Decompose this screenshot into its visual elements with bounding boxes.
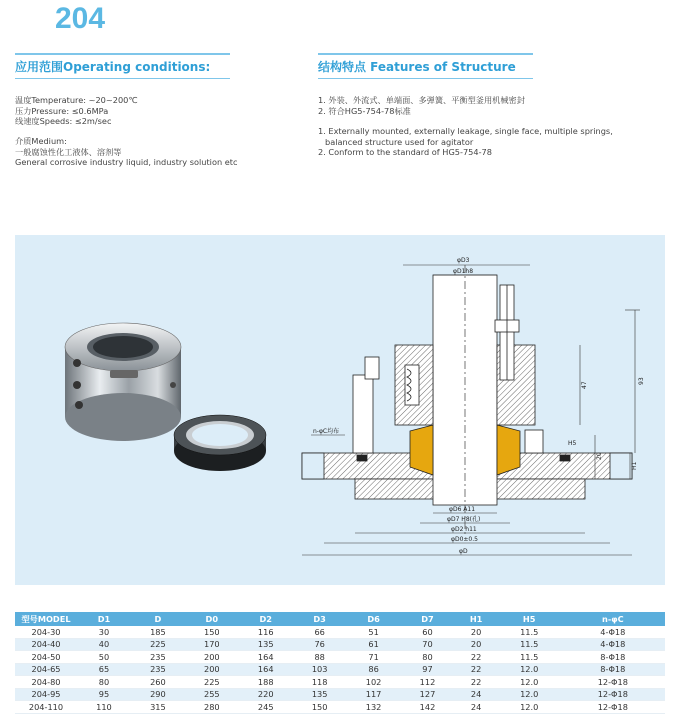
th-nc: n-φC <box>561 612 665 626</box>
table-cell: 51 <box>347 626 401 638</box>
th-h5: H5 <box>498 612 561 626</box>
th-d2: D2 <box>239 612 293 626</box>
table-cell: 204-110 <box>15 701 77 714</box>
table-cell: 71 <box>347 651 401 664</box>
operating-conditions <box>15 95 138 127</box>
table-cell: 65 <box>77 663 131 676</box>
label-h5: H5 <box>568 440 577 447</box>
table-cell: 142 <box>401 701 455 714</box>
table-cell: 220 <box>239 688 293 701</box>
table-cell: 315 <box>131 701 185 714</box>
table-cell: 12.0 <box>498 663 561 676</box>
table-cell: 150 <box>293 701 347 714</box>
table-cell: 102 <box>347 676 401 689</box>
table-cell: 164 <box>239 651 293 664</box>
table-cell: 40 <box>77 638 131 651</box>
ring-photo <box>174 415 266 471</box>
label-d6: φD6 A11 <box>449 506 476 513</box>
medium-cn: 一般腐蚀性化工液体、溶剂等 <box>15 146 122 157</box>
table-cell: 11.5 <box>498 638 561 651</box>
feature-cn-2: 2. 符合HG5-754-78标准 <box>318 105 411 116</box>
table-cell: 22 <box>454 663 497 676</box>
drawing-panel <box>15 235 665 585</box>
label-d: φD <box>459 548 468 555</box>
th-h1: H1 <box>454 612 497 626</box>
label-d7: φD7 H8(孔) <box>447 516 481 523</box>
table-cell: 11.5 <box>498 626 561 638</box>
table-body <box>15 626 665 713</box>
table-cell: 235 <box>131 663 185 676</box>
table-cell: 24 <box>454 701 497 714</box>
feature-en-2: 2. Conform to the standard of HG5-754-78 <box>318 147 492 157</box>
spec-table <box>15 612 665 714</box>
rule-right-top <box>318 53 533 55</box>
table-cell: 164 <box>239 663 293 676</box>
table-cell: 4-Φ18 <box>561 626 665 638</box>
feature-en-1: 1. Externally mounted, externally leakage, single face, multiple springs, <box>318 126 613 136</box>
table-cell: 11.5 <box>498 651 561 664</box>
table-cell: 116 <box>239 626 293 638</box>
operating-heading: 应用范围Operating conditions: <box>15 60 211 74</box>
table-cell: 20 <box>454 638 497 651</box>
th-d3: D3 <box>293 612 347 626</box>
table-cell: 200 <box>185 651 239 664</box>
table-row <box>15 651 665 664</box>
table-cell: 150 <box>185 626 239 638</box>
table-header-row <box>15 612 665 626</box>
table-cell: 204-65 <box>15 663 77 676</box>
table-cell: 117 <box>347 688 401 701</box>
table-cell: 61 <box>347 638 401 651</box>
th-d0: D0 <box>185 612 239 626</box>
table-cell: 290 <box>131 688 185 701</box>
table-cell: 12-Φ18 <box>561 688 665 701</box>
table-cell: 110 <box>77 701 131 714</box>
seal-photo <box>65 323 181 441</box>
label-h1: H1 <box>631 461 638 470</box>
table-cell: 204-50 <box>15 651 77 664</box>
medium-block <box>15 136 238 168</box>
table-cell: 260 <box>131 676 185 689</box>
table-cell: 12-Φ18 <box>561 676 665 689</box>
table-cell: 280 <box>185 701 239 714</box>
table-cell: 22 <box>454 676 497 689</box>
model-number: 204 <box>55 2 106 35</box>
table-cell: 255 <box>185 688 239 701</box>
th-model: 型号MODEL <box>15 612 77 626</box>
table-cell: 204-95 <box>15 688 77 701</box>
temperature-line: 温度Temperature: ~20~200℃ <box>15 95 138 105</box>
table-cell: 97 <box>401 663 455 676</box>
table-cell: 204-80 <box>15 676 77 689</box>
label-dim20: 20 <box>596 452 603 460</box>
features-en <box>318 126 613 158</box>
table-cell: 235 <box>131 651 185 664</box>
table-cell: 200 <box>185 663 239 676</box>
table-cell: 118 <box>293 676 347 689</box>
feature-cn-1: 1. 外装、外流式、单端面、多弹簧、平衡型釜用机械密封 <box>318 95 525 105</box>
table-cell: 8-Φ18 <box>561 663 665 676</box>
th-d1: D1 <box>77 612 131 626</box>
label-d0: φD0±0.5 <box>451 536 478 543</box>
th-d7: D7 <box>401 612 455 626</box>
speed-line: 线速度Speeds: ≤2m/sec <box>15 116 112 126</box>
table-cell: 103 <box>293 663 347 676</box>
table-cell: 20 <box>454 626 497 638</box>
rule-right-bottom <box>318 78 533 79</box>
medium-en: General corrosive industry liquid, industry solution etc <box>15 157 238 167</box>
th-d6: D6 <box>347 612 401 626</box>
table-cell: 70 <box>401 638 455 651</box>
table-cell: 88 <box>293 651 347 664</box>
rule-left-top <box>15 53 230 55</box>
pressure-line: 压力Pressure: ≤0.6MPa <box>15 105 109 116</box>
table-row <box>15 663 665 676</box>
table-cell: 204-40 <box>15 638 77 651</box>
label-d2: φD2 h11 <box>451 526 477 533</box>
table-cell: 112 <box>401 676 455 689</box>
table-cell: 22 <box>454 651 497 664</box>
table-cell: 132 <box>347 701 401 714</box>
table-cell: 204-30 <box>15 626 77 638</box>
table-cell: 185 <box>131 626 185 638</box>
table-cell: 24 <box>454 688 497 701</box>
label-dim47: 47 <box>581 381 588 389</box>
table-cell: 86 <box>347 663 401 676</box>
table-cell: 80 <box>401 651 455 664</box>
table-row <box>15 638 665 651</box>
medium-label: 介质Medium: <box>15 136 67 146</box>
table-cell: 95 <box>77 688 131 701</box>
table-cell: 12.0 <box>498 688 561 701</box>
table-cell: 170 <box>185 638 239 651</box>
table-cell: 76 <box>293 638 347 651</box>
table-row <box>15 701 665 714</box>
table-cell: 135 <box>239 638 293 651</box>
table-cell: 50 <box>77 651 131 664</box>
table-cell: 30 <box>77 626 131 638</box>
th-d: D <box>131 612 185 626</box>
table-cell: 80 <box>77 676 131 689</box>
table-cell: 225 <box>131 638 185 651</box>
table-cell: 12.0 <box>498 676 561 689</box>
table-cell: 12-Φ18 <box>561 701 665 714</box>
table-cell: 225 <box>185 676 239 689</box>
table-row <box>15 626 665 638</box>
table-cell: 8-Φ18 <box>561 651 665 664</box>
label-d3: φD3 <box>457 257 470 264</box>
table-cell: 127 <box>401 688 455 701</box>
table-cell: 245 <box>239 701 293 714</box>
rule-left-bottom <box>15 78 230 79</box>
features-cn <box>318 95 525 116</box>
label-nc: n-φC均布 <box>313 428 340 435</box>
table-row <box>15 676 665 689</box>
label-d1h8: φD1h8 <box>453 268 474 275</box>
feature-en-1b: balanced structure used for agitator <box>325 136 474 147</box>
table-cell: 4-Φ18 <box>561 638 665 651</box>
table-cell: 188 <box>239 676 293 689</box>
label-dim93: 93 <box>638 377 645 385</box>
table-cell: 60 <box>401 626 455 638</box>
table-cell: 66 <box>293 626 347 638</box>
table-row <box>15 688 665 701</box>
table-cell: 135 <box>293 688 347 701</box>
table-cell: 12.0 <box>498 701 561 714</box>
product-illustration <box>15 235 665 585</box>
features-heading: 结构特点 Features of Structure <box>318 60 516 74</box>
